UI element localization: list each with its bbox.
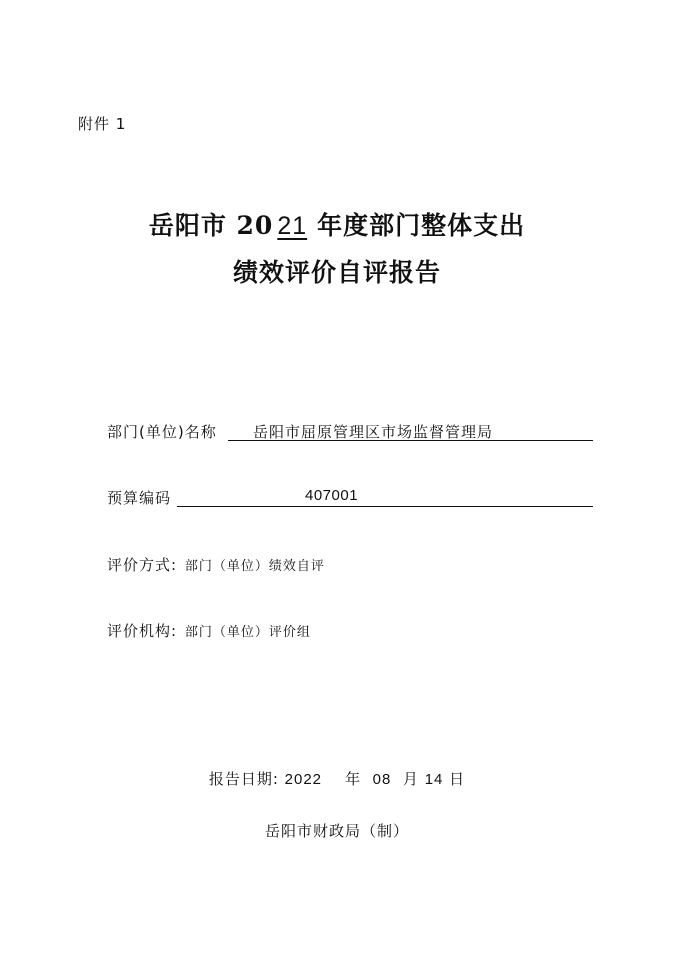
budget-code-underline [177,487,593,507]
eval-method-field [107,554,325,575]
report-date-month-unit: 月 [402,770,419,788]
report-date-year: 2022 [284,771,323,788]
budget-code-label: 预算编码 [107,489,172,507]
report-date-day: 14 [424,771,444,788]
report-date-label: 报告日期: [208,770,279,788]
report-date-day-unit: 日 [449,770,466,788]
eval-method-value: 部门（单位）绩效自评 [184,559,325,574]
report-title-line-1 [0,206,674,242]
title-prefix: 岳阳市 20 [148,211,274,240]
report-date-year-unit: 年 [345,770,362,788]
report-date [0,768,674,789]
attachment-label: 附件 1 [78,115,127,133]
eval-org-value: 部门（单位）评价组 [184,625,311,640]
eval-method-label: 评价方式: [107,556,178,574]
issuer: 岳阳市财政局（制） [264,822,409,840]
dept-name-field [107,421,494,442]
budget-code-field [107,487,359,508]
eval-org-label: 评价机构: [107,622,178,640]
dept-name-underline [228,421,593,441]
dept-name-label: 部门(单位)名称 [107,423,217,441]
report-date-month: 08 [372,771,392,788]
budget-code-value: 407001 [305,487,359,504]
title-year: 21 [277,212,308,240]
report-title-line-2: 绩效评价自评报告 [232,258,441,287]
dept-name-value: 岳阳市屈原管理区市场监督管理局 [253,423,494,441]
title-suffix: 年度部门整体支出 [317,211,526,240]
eval-org-field [107,620,311,641]
